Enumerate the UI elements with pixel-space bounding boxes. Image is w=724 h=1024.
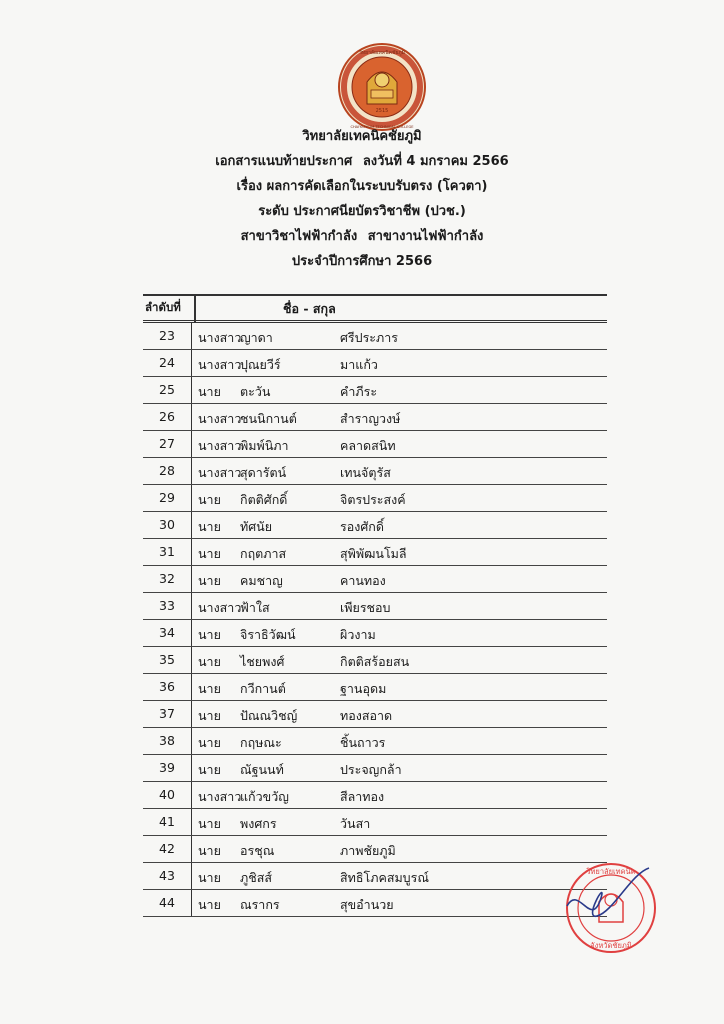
row-first-name: ณรากร xyxy=(240,897,280,912)
table-row xyxy=(143,323,607,350)
table-row xyxy=(143,485,607,512)
row-title: นาย xyxy=(198,654,221,669)
subject-line: เรื่อง ผลการคัดเลือกในระบบรับตรง (โควตา) xyxy=(236,179,488,194)
row-first-name: ทัศนัย xyxy=(240,519,273,534)
row-first-name: อรชุณ xyxy=(240,843,275,858)
table-row xyxy=(143,593,607,620)
row-last-name: จิตรประสงค์ xyxy=(340,492,406,507)
row-last-name: ประจญกล้า xyxy=(340,762,402,777)
table-row xyxy=(143,890,607,917)
row-title: นาย xyxy=(198,816,221,831)
logo-year: 2515 xyxy=(375,108,389,114)
col-name-header: ชื่อ - สกุล xyxy=(283,301,336,316)
row-number: 44 xyxy=(159,895,175,910)
table-row xyxy=(143,512,607,539)
row-first-name: สุดารัตน์ xyxy=(240,465,287,480)
row-title: นางสาว xyxy=(198,411,242,426)
table-row xyxy=(143,809,607,836)
row-first-name: ตะวัน xyxy=(240,384,271,399)
doc-date: ลงวันที่ 4 มกราคม 2566 xyxy=(362,154,509,169)
row-number: 28 xyxy=(159,463,175,478)
row-title: นาย xyxy=(198,384,221,399)
row-last-name: ภาพชัยภูมิ xyxy=(340,843,396,858)
document-header xyxy=(0,128,724,278)
row-title: นางสาว xyxy=(198,465,242,480)
row-last-name: ผิวงาม xyxy=(340,627,376,642)
table-row xyxy=(143,863,607,890)
row-number: 34 xyxy=(159,625,175,640)
row-last-name: คำภีระ xyxy=(340,384,378,399)
row-title: นาย xyxy=(198,762,221,777)
level-line: ระดับ ประกาศนียบัตรวิชาชีพ (ปวช.) xyxy=(258,204,466,219)
row-first-name: ฟ้าใส xyxy=(240,600,270,615)
table-row xyxy=(143,566,607,593)
row-first-name: ณัฐนนท์ xyxy=(240,762,284,777)
row-last-name: ชิ้นถาวร xyxy=(340,735,386,750)
table-row xyxy=(143,674,607,701)
row-number: 40 xyxy=(159,787,175,802)
row-title: นาย xyxy=(198,735,221,750)
program-name: สาขาวิชาไฟฟ้ากำลัง xyxy=(240,229,358,244)
header-divider xyxy=(194,294,196,323)
row-number: 37 xyxy=(159,706,175,721)
row-number: 39 xyxy=(159,760,175,775)
table-row xyxy=(143,782,607,809)
row-first-name: คมชาญ xyxy=(240,573,283,588)
row-number: 33 xyxy=(159,598,175,613)
row-first-name: ชนนิกานต์ xyxy=(240,411,297,426)
row-last-name: สิทธิโภคสมบูรณ์ xyxy=(340,870,429,885)
row-last-name: สุขอำนวย xyxy=(340,897,394,912)
announcement-line xyxy=(0,153,724,178)
row-first-name: กิตติศักดิ์ xyxy=(240,492,288,507)
major-name: สาขางานไฟฟ้ากำลัง xyxy=(367,229,484,244)
row-number: 25 xyxy=(159,382,175,397)
col-number-header: ลำดับที่ xyxy=(145,300,181,314)
row-last-name: ทองสอาด xyxy=(340,708,393,723)
table-row xyxy=(143,728,607,755)
row-title: นาย xyxy=(198,897,221,912)
table-body xyxy=(143,323,607,917)
row-title: นาย xyxy=(198,708,221,723)
academic-year: ประจำปีการศึกษา 2566 xyxy=(291,254,433,269)
logo-ring-text-en: CHAIYAPHUM TECHNICAL COLLEGE xyxy=(350,125,414,129)
table-row xyxy=(143,431,607,458)
row-number: 36 xyxy=(159,679,175,694)
row-title: นางสาว xyxy=(198,789,242,804)
table-row xyxy=(143,404,607,431)
row-number: 23 xyxy=(159,328,175,343)
row-last-name: คลาดสนิท xyxy=(340,438,396,453)
doc-title: เอกสารแนบท้ายประกาศ xyxy=(215,154,353,169)
row-number: 42 xyxy=(159,841,175,856)
table-row xyxy=(143,701,607,728)
results-table xyxy=(143,294,607,917)
row-number: 32 xyxy=(159,571,175,586)
row-last-name: ฐานอุดม xyxy=(340,681,387,696)
row-number: 29 xyxy=(159,490,175,505)
row-number: 43 xyxy=(159,868,175,883)
official-stamp xyxy=(561,860,656,955)
row-first-name: กฤตภาส xyxy=(240,546,287,561)
row-number: 26 xyxy=(159,409,175,424)
row-title: นางสาว xyxy=(198,438,242,453)
row-number: 38 xyxy=(159,733,175,748)
row-first-name: ไชยพงศ์ xyxy=(240,654,285,669)
row-last-name: สุพิพัฒนโมลี xyxy=(340,546,407,561)
row-last-name: เทนจัตุรัส xyxy=(340,465,391,480)
row-last-name: มาแก้ว xyxy=(340,357,378,372)
table-row xyxy=(143,836,607,863)
row-last-name: วันสา xyxy=(340,816,371,831)
row-first-name: พิมพ์นิภา xyxy=(240,438,289,453)
table-row xyxy=(143,539,607,566)
row-title: นางสาว xyxy=(198,600,242,615)
row-number: 41 xyxy=(159,814,175,829)
table-row xyxy=(143,377,607,404)
row-number: 30 xyxy=(159,517,175,532)
row-number: 31 xyxy=(159,544,175,559)
row-last-name: เพียรชอบ xyxy=(340,600,391,615)
table-row xyxy=(143,620,607,647)
row-first-name: กฤษณะ xyxy=(240,735,282,750)
row-number: 35 xyxy=(159,652,175,667)
stamp-ring-text-bottom: จังหวัดชัยภูมิ xyxy=(590,941,632,950)
row-last-name: ศรีประภาร xyxy=(340,330,398,345)
table-header xyxy=(143,294,607,323)
row-last-name: คานทอง xyxy=(340,573,386,588)
row-title: นางสาว xyxy=(198,357,242,372)
row-last-name: สำราญวงษ์ xyxy=(340,411,401,426)
row-last-name: กิตติสร้อยสน xyxy=(340,654,410,669)
table-row xyxy=(143,350,607,377)
table-row xyxy=(143,458,607,485)
college-logo xyxy=(337,42,427,132)
logo-ring-text: วิทยาลัยเทคนิคชัยภูมิ xyxy=(359,50,405,56)
college-name: วิทยาลัยเทคนิคชัยภูมิ xyxy=(302,129,422,144)
row-first-name: ปุณยวีร์ xyxy=(240,357,281,372)
row-title: นาย xyxy=(198,573,221,588)
row-first-name: แก้วขวัญ xyxy=(240,789,289,804)
row-title: นาย xyxy=(198,843,221,858)
row-title: นาย xyxy=(198,546,221,561)
row-title: นาย xyxy=(198,519,221,534)
row-first-name: ญาดา xyxy=(240,330,273,345)
program-line xyxy=(0,228,724,253)
table-row xyxy=(143,755,607,782)
row-last-name: รองศักดิ์ xyxy=(340,519,384,534)
row-title: นาย xyxy=(198,870,221,885)
row-first-name: กวีกานต์ xyxy=(240,681,286,696)
row-number: 27 xyxy=(159,436,175,451)
stamp-ring-text: วิทยาลัยเทคนิค xyxy=(586,867,636,876)
row-first-name: พงศกร xyxy=(240,816,277,831)
table-row xyxy=(143,647,607,674)
row-first-name: จิราธิวัฒน์ xyxy=(240,627,296,642)
row-title: นาย xyxy=(198,492,221,507)
row-title: นาย xyxy=(198,681,221,696)
row-title: นาย xyxy=(198,627,221,642)
row-first-name: ภูชิสส์ xyxy=(240,870,272,885)
row-first-name: ปัณณวิชญ์ xyxy=(240,708,298,723)
row-title: นางสาว xyxy=(198,330,242,345)
row-number: 24 xyxy=(159,355,175,370)
row-last-name: สีลาทอง xyxy=(340,789,385,804)
